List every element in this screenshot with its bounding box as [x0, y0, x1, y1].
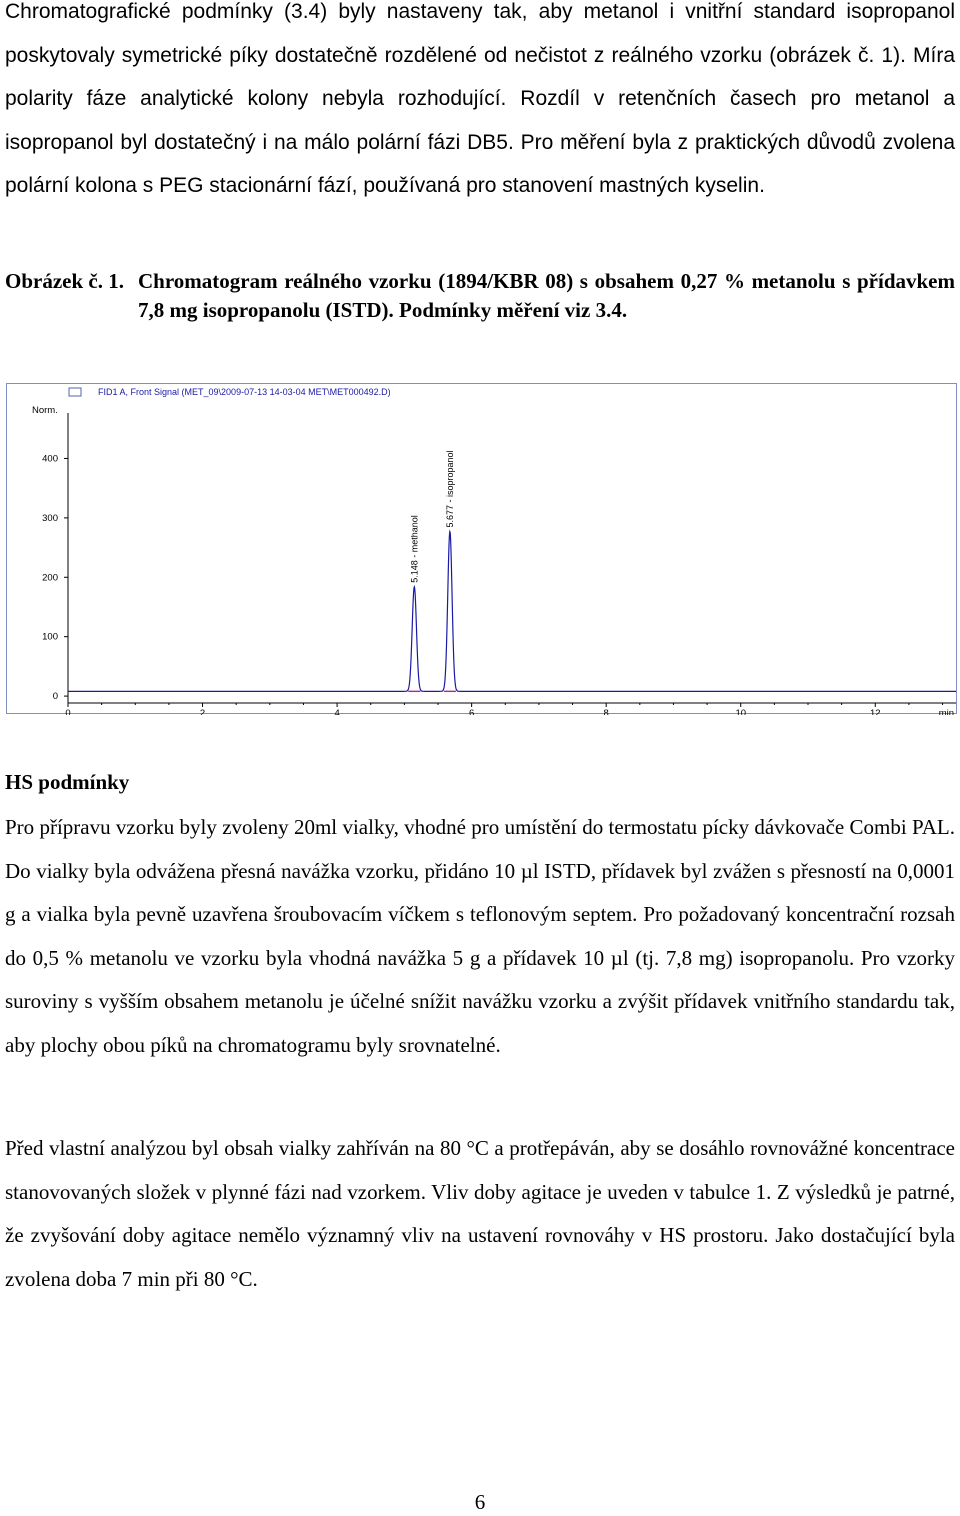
figure-caption-text: Chromatogram reálného vzorku (1894/KBR 08) s obsahem 0,27 % metanolu s přídavkem 7,8 mg isopropanolu (ISTD). Podmínky měření viz 3.4.: [138, 269, 955, 322]
intro-paragraph: Chromatografické podmínky (3.4) byly nastaveny tak, aby metanol i vnitřní standard isopropanol poskytovaly symetrické píky dostatečně rozdělené od nečistot z reálného vzorku (obrázek č. 1). Míra polarity fáze analytické kolony nebyla rozhodující. Rozdíl v retenčních časech pro metanol a isopropanol byl dostatečný i na málo polární fázi DB5. Pro měření byla z praktických důvodů zvolena polární kolona s PEG stacionární fází, používaná pro stanovení mastných kyselin.: [5, 0, 955, 197]
page-number: 6: [474, 1490, 486, 1514]
hs-paragraph-1: Pro přípravu vzorku byly zvoleny 20ml vialky, vhodné pro umístění do termostatu pícky dávkovače Combi PAL. Do vialky byla odvážena přesná navážka vzorku, přidáno 10 µl ISTD, přídavek byl zvážen s přesností na 0,0001 g a vialka byla pevně uzavřena šroubovacím víčkem s teflonovým septem. Pro požadovaný koncentrační rozsah do 0,5 % metanolu ve vzorku byla vhodná navážka 5 g a přídavek 10 µl (tj. 7,8 mg) isopropanolu. Pro vzorky suroviny s vyšším obsahem metanolu je účelné snížit navážku vzorku a zvýšit přídavek vnitřního standardu tak, aby plochy obou píků na chromatogramu byly srovnatelné.: [5, 815, 955, 1057]
peak-label-2: 5.677 - isopropanol: [444, 450, 455, 528]
x-tick-label: 4: [334, 708, 340, 715]
figure-caption: [5, 267, 955, 325]
x-tick-label: 12: [869, 708, 881, 715]
chart-frame: [7, 384, 957, 714]
chart-title: FID1 A, Front Signal (MET_09\2009-07-13 14-03-04 MET\MET000492.D): [98, 387, 391, 397]
y-tick-label: 100: [42, 631, 58, 643]
signal-legend-swatch: [69, 388, 81, 396]
y-axis-label: Norm.: [32, 405, 58, 416]
y-tick-label: 400: [42, 453, 58, 465]
hs-paragraph-2: Před vlastní analýzou byl obsah vialky zahříván na 80 °C a protřepáván, aby se dosáhlo rovnovážné koncentrace stanovovaných složek v plynné fázi nad vzorkem. Vliv doby agitace je uveden v tabulce 1. Z výsledků je patrné, že zvyšování doby agitace nemělo významný vliv na ustavení rovnováhy v HS prostoru. Jako dostačující byla zvolena doba 7 min při 80 °C.: [5, 1136, 955, 1291]
hs-heading: HS podmínky: [5, 770, 130, 794]
y-tick-label: 200: [42, 572, 58, 584]
y-tick-label: 300: [42, 512, 58, 524]
x-tick-label: 0: [65, 708, 71, 715]
x-tick-label: 10: [735, 708, 747, 715]
peak-label-1: 5.148 - methanol: [409, 515, 420, 583]
x-tick-label: 6: [468, 708, 475, 715]
x-tick-label: 8: [603, 708, 609, 715]
x-axis-unit: min: [938, 708, 954, 715]
y-tick-label: 0: [52, 691, 58, 703]
figure-label: Obrázek č. 1.: [5, 269, 124, 293]
chromatogram-chart: [6, 383, 958, 715]
signal-trace: [68, 532, 956, 692]
x-tick-label: 2: [199, 708, 206, 715]
